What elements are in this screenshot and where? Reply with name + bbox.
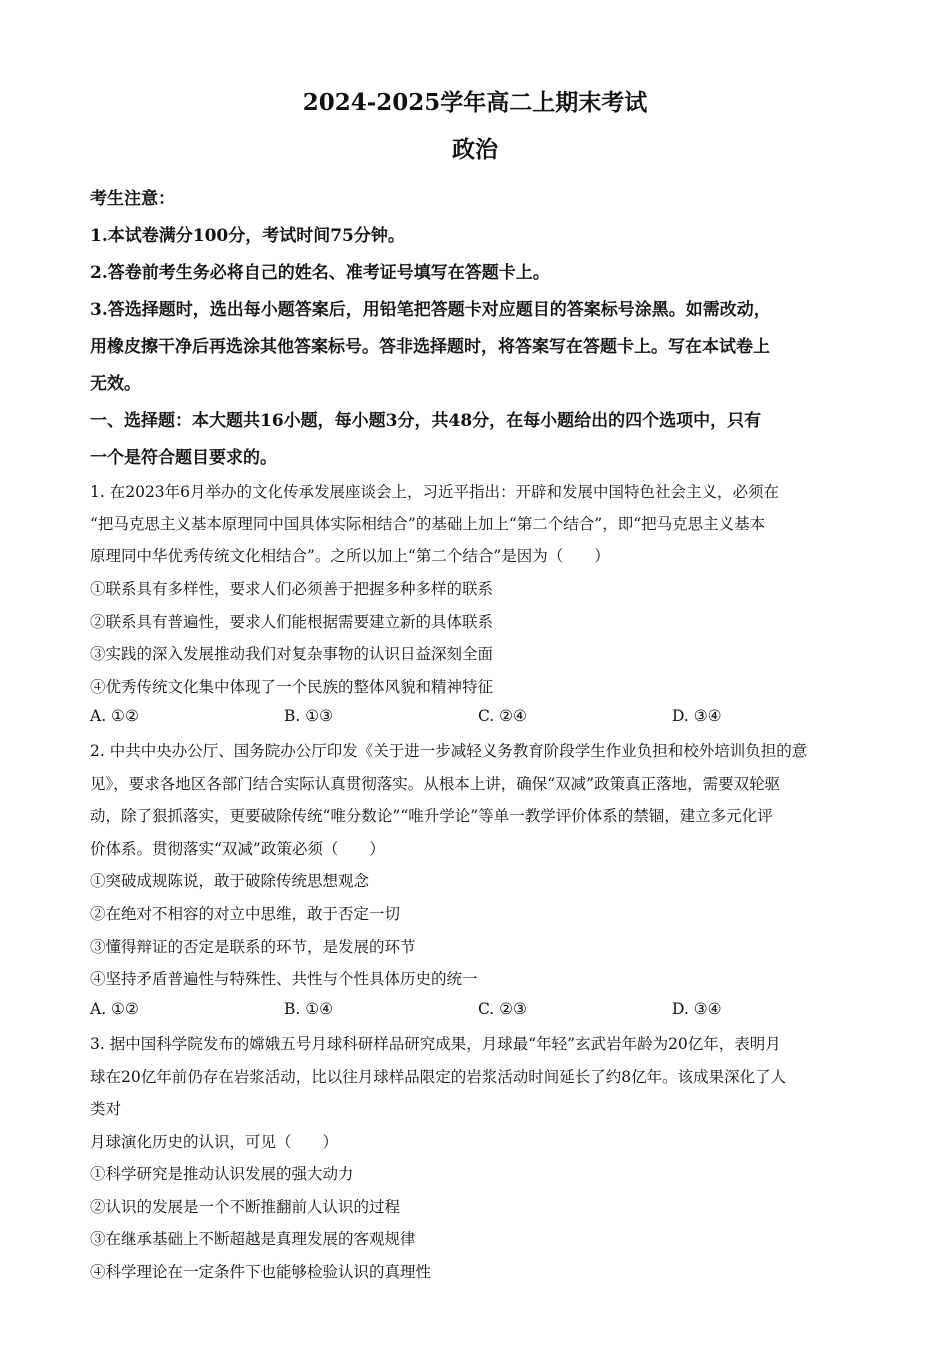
question-stem: 球在20亿年前仍存在岩浆活动，比以往月球样品限定的岩浆活动时间延长了约8亿年。该成果深化了人 xyxy=(90,1068,787,1086)
notice-line: 3.答选择题时，选出每小题答案后，用铅笔把答题卡对应题目的答案标号涂黑。如需改动， xyxy=(90,300,771,320)
notice-line: 用橡皮擦干净后再选涂其他答案标号。答非选择题时，将答案写在答题卡上。写在本试卷上 xyxy=(90,337,770,357)
question-stem: “把马克思主义基本原理同中国具体实际相结合”的基础上加上“第二个结合”，即“把马克思主义基本 xyxy=(90,515,766,533)
statement-item: ①突破成规陈说，敢于破除传统思想观念 xyxy=(90,872,370,890)
question-stem: 原理同中华优秀传统文化相结合”。之所以加上“第二个结合”是因为（ ） xyxy=(90,547,610,565)
statement-item: ②联系具有普遍性，要求人们能根据需要建立新的具体联系 xyxy=(90,613,494,631)
question-stem: 月球演化历史的认识，可见（ ） xyxy=(90,1133,339,1151)
statement-item: ②认识的发展是一个不断推翻前人认识的过程 xyxy=(90,1198,401,1216)
option-c[interactable]: C. ②④ xyxy=(478,707,527,725)
exam-subject: 政治 xyxy=(452,136,498,163)
question-stem: 动，除了狠抓落实，更要破除传统“唯分数论”“唯升学论”等单一教学评价体系的禁锢，建立多元化评 xyxy=(90,807,773,825)
exam-title: 2024-2025学年高二上期末考试 xyxy=(302,89,648,116)
notice-line: 无效。 xyxy=(90,374,141,394)
question-stem: 见》，要求各地区各部门结合实际认真贯彻落实。从根本上讲，确保“双减”政策真正落地，需要双轮驱 xyxy=(90,775,781,793)
statement-item: ④坚持矛盾普遍性与特殊性、共性与个性具体历史的统一 xyxy=(90,970,478,988)
notice-line: 2.答卷前考生务必将自己的姓名、准考证号填写在答题卡上。 xyxy=(90,263,550,283)
section-line: 一、选择题：本大题共16小题，每小题3分，共48分，在每小题给出的四个选项中，只有 xyxy=(90,411,762,431)
statement-item: ③实践的深入发展推动我们对复杂事物的认识日益深刻全面 xyxy=(90,645,494,663)
section-line: 一个是符合题目要求的。 xyxy=(90,448,277,468)
statement-item: ④科学理论在一定条件下也能够检验认识的真理性 xyxy=(90,1263,432,1281)
option-d[interactable]: D. ③④ xyxy=(672,707,722,725)
question-stem: 类对 xyxy=(90,1100,122,1118)
option-a[interactable]: A. ①② xyxy=(90,1000,139,1018)
statement-item: ④优秀传统文化集中体现了一个民族的整体风貌和精神特征 xyxy=(90,678,494,696)
question-stem: 1. 在2023年6月举办的文化传承发展座谈会上，习近平指出：开辟和发展中国特色社会主义，必须在 xyxy=(90,483,780,501)
statement-item: ③在继承基础上不断超越是真理发展的客观规律 xyxy=(90,1230,416,1248)
option-a[interactable]: A. ①② xyxy=(90,707,139,725)
statement-item: ①科学研究是推动认识发展的强大动力 xyxy=(90,1165,354,1183)
option-d[interactable]: D. ③④ xyxy=(672,1000,722,1018)
option-b[interactable]: B. ①③ xyxy=(284,707,334,725)
statement-item: ②在绝对不相容的对立中思维，敢于否定一切 xyxy=(90,905,401,923)
question-stem: 3. 据中国科学院发布的嫦娥五号月球科研样品研究成果，月球最“年轻”玄武岩年龄为20亿年，表明月 xyxy=(90,1035,781,1053)
option-c[interactable]: C. ②③ xyxy=(478,1000,527,1018)
statement-item: ③懂得辩证的否定是联系的环节，是发展的环节 xyxy=(90,938,416,956)
statement-item: ①联系具有多样性，要求人们必须善于把握多种多样的联系 xyxy=(90,580,494,598)
notice-heading: 考生注意： xyxy=(90,189,175,209)
option-b[interactable]: B. ①④ xyxy=(284,1000,334,1018)
question-stem: 2. 中共中央办公厅、国务院办公厅印发《关于进一步减轻义务教育阶段学生作业负担和校外培训负担的意 xyxy=(90,742,808,760)
question-stem: 价体系。贯彻落实“双减”政策必须（ ） xyxy=(90,840,385,858)
notice-line: 1.本试卷满分100分，考试时间75分钟。 xyxy=(90,226,405,246)
